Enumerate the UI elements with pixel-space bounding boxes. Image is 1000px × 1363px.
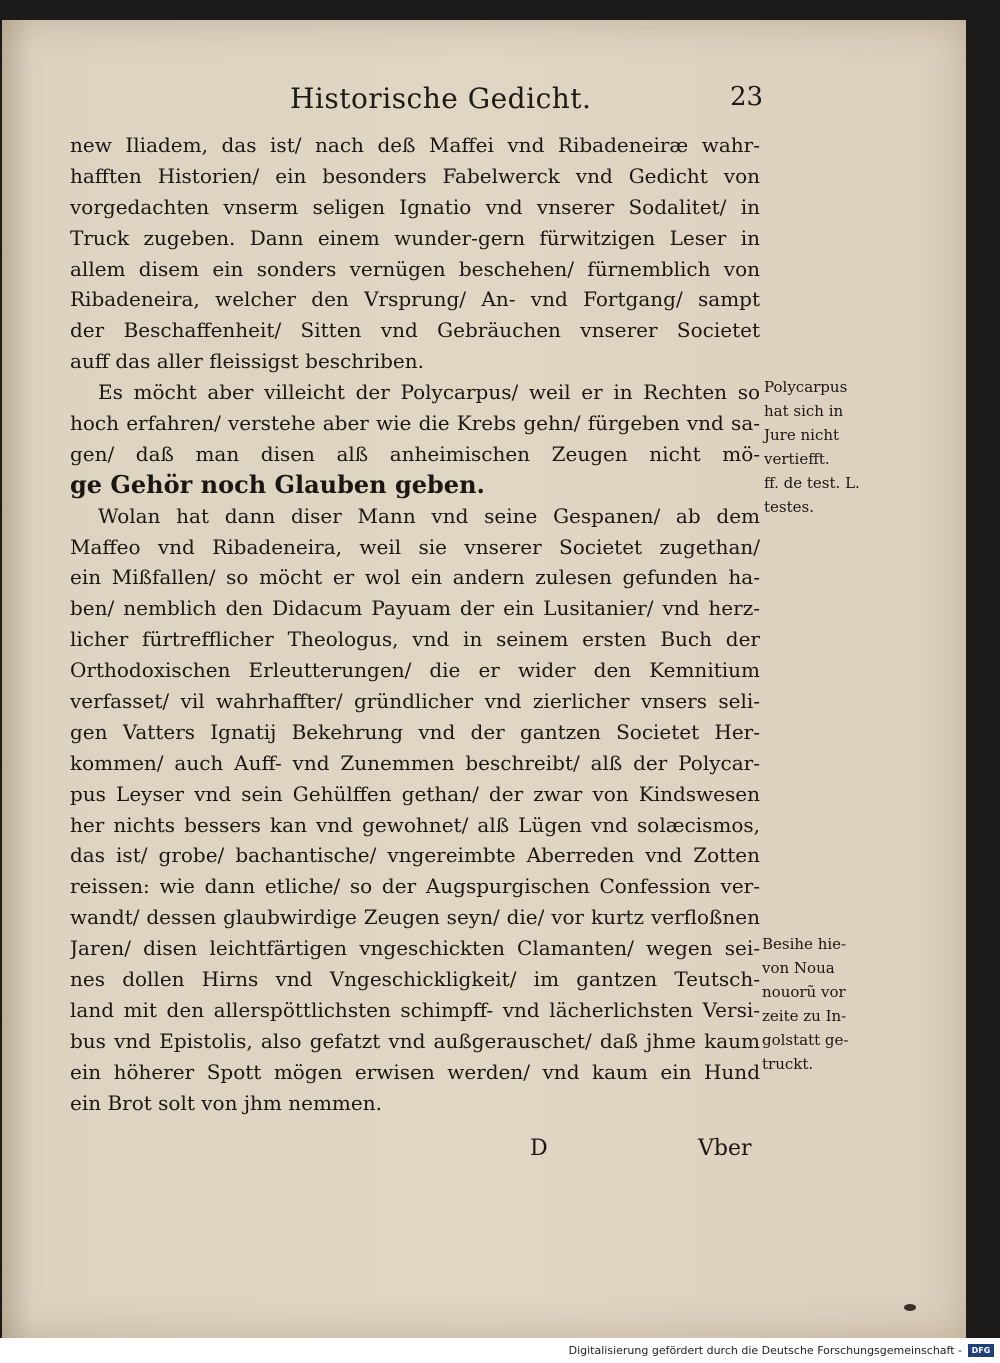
text-line: Es möcht aber villeicht der Polycarpus/ weil er in Rechten so [98, 380, 760, 405]
margin-note-line: truckt. [762, 1055, 814, 1073]
text-line: Orthodoxischen Erleutterungen/ die er wider den Kemnitium [70, 658, 760, 683]
book-page [2, 20, 966, 1338]
text-line: ein Brot solt von jhm nemmen. [70, 1090, 382, 1115]
margin-note-line: vertiefft. [764, 450, 830, 468]
text-line: Jaren/ disen leichtfärtigen vngeschickten Clamanten/ wegen sei- [70, 936, 760, 961]
text-line: ben/ nemblich den Didacum Payuam der ein Lusitanier/ vnd herz- [70, 596, 760, 621]
margin-note-line: hat sich in [764, 402, 844, 420]
signature-mark: D [530, 1136, 548, 1161]
margin-note-line: von Noua [762, 959, 835, 977]
page-number: 23 [730, 82, 764, 112]
margin-note-line: Besihe hie- [762, 935, 847, 953]
text-line: wandt/ dessen glaubwirdige Zeugen seyn/ die/ vor kurtz verfloßnen [70, 905, 760, 930]
text-line: hafften Historien/ ein besonders Fabelwerck vnd Gedicht von [70, 163, 760, 188]
text-line: gen Vatters Ignatij Bekehrung vnd der gantzen Societet Her- [70, 719, 760, 744]
text-line: verfasset/ vil wahrhaffter/ gründlicher vnd zierlicher vnsers seli- [70, 689, 760, 714]
margin-note-polycarpus [764, 375, 860, 519]
margin-note-line: golstatt ge- [762, 1031, 849, 1049]
margin-note-line: zeite zu In- [762, 1007, 847, 1025]
catchword: Vber [698, 1136, 752, 1161]
text-line: ge Gehör noch Glauben geben. [70, 469, 485, 499]
text-line: land mit den allerspöttlichsten schimpff- vnd lächerlichsten Versi- [70, 997, 760, 1022]
text-line: reissen: wie dann etliche/ so der Augspurgischen Confession ver- [70, 874, 760, 899]
text-line: licher fürtrefflicher Theologus, vnd in seinem ersten Buch der [70, 627, 760, 652]
text-line: hoch erfahren/ verstehe aber wie die Krebs gehn/ fürgeben vnd sa- [70, 411, 760, 436]
text-line: bus vnd Epistolis, also gefatzt vnd außgerauschet/ daß jhme kaum [70, 1028, 760, 1053]
text-line: auff das aller fleissigst beschriben. [70, 349, 424, 374]
text-line: allem disem ein sonders vernügen beschehen/ fürnemblich von [70, 256, 760, 281]
text-line: vorgedachten vnserm seligen Ignatio vnd vnserer Sodalitet/ in [70, 194, 760, 219]
text-line: Truck zugeben. Dann einem wunder-gern fürwitzigen Leser in [70, 225, 760, 250]
margin-note-line: ff. de test. L. [764, 474, 860, 492]
text-line: der Beschaffenheit/ Sitten vnd Gebräuchen vnserer Societet [70, 318, 760, 343]
running-head: Historische Gedicht. [290, 82, 592, 115]
margin-note-line: testes. [764, 498, 814, 516]
margin-note-line: nouorũ vor [762, 983, 846, 1001]
text-line: Wolan hat dann diser Mann vnd seine Gespanen/ ab dem [98, 503, 760, 528]
margin-note-besihe [762, 932, 848, 1076]
text-line: nes dollen Hirns vnd Vngeschickligkeit/ im gantzen Teutsch- [70, 967, 760, 992]
margin-note-line: Polycarpus [764, 378, 848, 396]
margin-note-line: Jure nicht [764, 426, 840, 444]
text-line: das ist/ grobe/ bachantische/ vngereimbte Aberreden vnd Zotten [70, 843, 760, 868]
text-line: Maffeo vnd Ribadeneira, weil sie vnserer Societet zugethan/ [70, 534, 760, 559]
text-line: gen/ daß man disen alß anheimischen Zeugen nicht mö- [70, 441, 760, 466]
body-text [70, 130, 760, 1119]
text-line: ein Mißfallen/ so möcht er wol ein andern zulesen gefunden ha- [70, 565, 760, 590]
ink-speck [904, 1304, 916, 1311]
funding-credit: Digitalisierung gefördert durch die Deutsche Forschungsgemeinschaft - [568, 1344, 962, 1357]
footer-bar [0, 1338, 1000, 1363]
text-line: Ribadeneira, welcher den Vrsprung/ An- vnd Fortgang/ sampt [70, 287, 760, 312]
dfg-logo-icon: DFG [968, 1344, 994, 1357]
text-line: new Iliadem, das ist/ nach deß Maffei vnd Ribadeneirӕ wahr- [70, 133, 760, 157]
text-line: pus Leyser vnd sein Gehülffen gethan/ der zwar von Kindswesen [70, 781, 760, 806]
text-line: kommen/ auch Auff- vnd Zunemmen beschreibt/ alß der Polycar- [70, 750, 760, 775]
text-line: ein höherer Spott mögen erwisen werden/ vnd kaum ein Hund [70, 1059, 760, 1084]
text-line: her nichts bessers kan vnd gewohnet/ alß Lügen vnd solӕcismos, [70, 812, 760, 837]
